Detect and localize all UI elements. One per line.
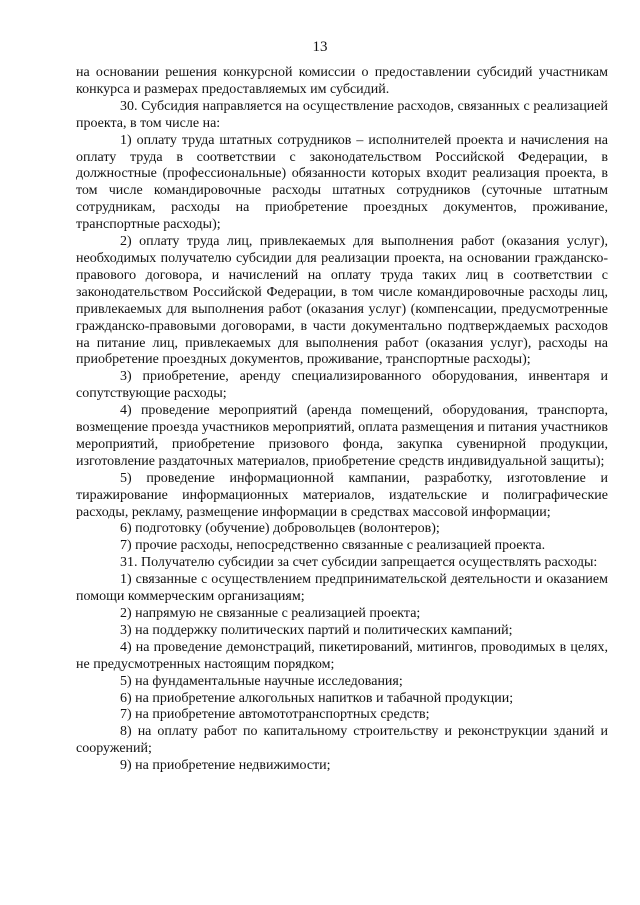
paragraph-continuation: на основании решения конкурсной комиссии о предоставлении субсидий участникам конкурса и размерах предоставляемых им субсидий.: [76, 65, 608, 97]
paragraph-31-item-2: 2) напрямую не связанные с реализацией проекта;: [120, 606, 421, 621]
paragraph-31-item-9: 9) на приобретение недвижимости;: [120, 758, 331, 774]
paragraph-30-item-6: 6) подготовку (обучение) добровольцев (волонтеров);: [120, 521, 440, 537]
paragraph-31-item-7: 7) на приобретение автомототранспортных средств;: [120, 707, 430, 723]
document-body: [76, 65, 608, 775]
paragraph-31-item-1: 1) связанные с осуществлением предпринимательской деятельности и оказанием помощи коммерческим организациям;: [76, 572, 608, 605]
page-number: 13: [312, 39, 328, 55]
paragraph-30-item-4: 4) проведение мероприятий (аренда помещений, оборудования, транспорта, возмещение проезда участников мероприятий, оплата размещения и питания участников мероприятий, приобретение призового фонда, закупка сувенирной продукции, изготовление раздаточных материалов, приобретение средств индивидуальной защиты);: [76, 403, 608, 469]
paragraph-31-item-3: 3) на поддержку политических партий и политических кампаний;: [120, 622, 513, 638]
paragraph-31-item-6: 6) на приобретение алкогольных напитков и табачной продукции;: [120, 690, 514, 706]
paragraph-31-item-4: 4) на проведение демонстраций, пикетирований, митингов, проводимых в целях, не предусмотренных настоящим порядком;: [76, 639, 608, 672]
paragraph-30-item-2: 2) оплату труда лиц, привлекаемых для выполнения работ (оказания услуг), необходимых получателю субсидии для реализации проекта, на основании гражданско-правового договора, и начислений на оплату труда таких лиц в соответствии с законодательством Российской Федерации, в том числе командировочные расходы лиц, привлекаемых для выполнения работ (оказания услуг) (компенсации, предусмотренные гражданско-правовыми договорами, в части документально подтверждаемых расходов на питание лиц, привлекаемых для выполнения работ (оказания услуг), расходы на приобретение проездных документов, проживание, транспортные расходы);: [76, 234, 608, 368]
paragraph-30-item-7: 7) прочие расходы, непосредственно связанные с реализацией проекта.: [120, 538, 546, 554]
paragraph-30-item-1: 1) оплату труда штатных сотрудников – исполнителей проекта и начисления на оплату труда в соответствии с законодательством Российской Федерации, в должностные (профессиональные) обязанности которых входит реализация проекта, в том числе командировочные расходы штатных сотрудников (суточные штатным сотрудникам, расходы на приобретение проездных документов, проживание, транспортные расходы);: [76, 132, 608, 233]
paragraph-clause-30: 30. Субсидия направляется на осуществление расходов, связанных с реализацией проекта, в том числе на:: [76, 98, 608, 131]
paragraph-31-item-5: 5) на фундаментальные научные исследования;: [120, 673, 403, 689]
paragraph-30-item-5: 5) проведение информационной кампании, разработку, изготовление и тиражирование информационных материалов, издательские и полиграфические расходы, рекламу, размещение информации в средствах массовой информации;: [76, 470, 608, 520]
paragraph-30-item-3: 3) приобретение, аренду специализированного оборудования, инвентаря и сопутствующие расходы;: [76, 369, 608, 402]
paragraph-31-item-8: 8) на оплату работ по капитальному строительству и реконструкции зданий и сооружений;: [76, 724, 608, 757]
paragraph-clause-31: 31. Получателю субсидии за счет субсидии запрещается осуществлять расходы:: [120, 555, 598, 571]
